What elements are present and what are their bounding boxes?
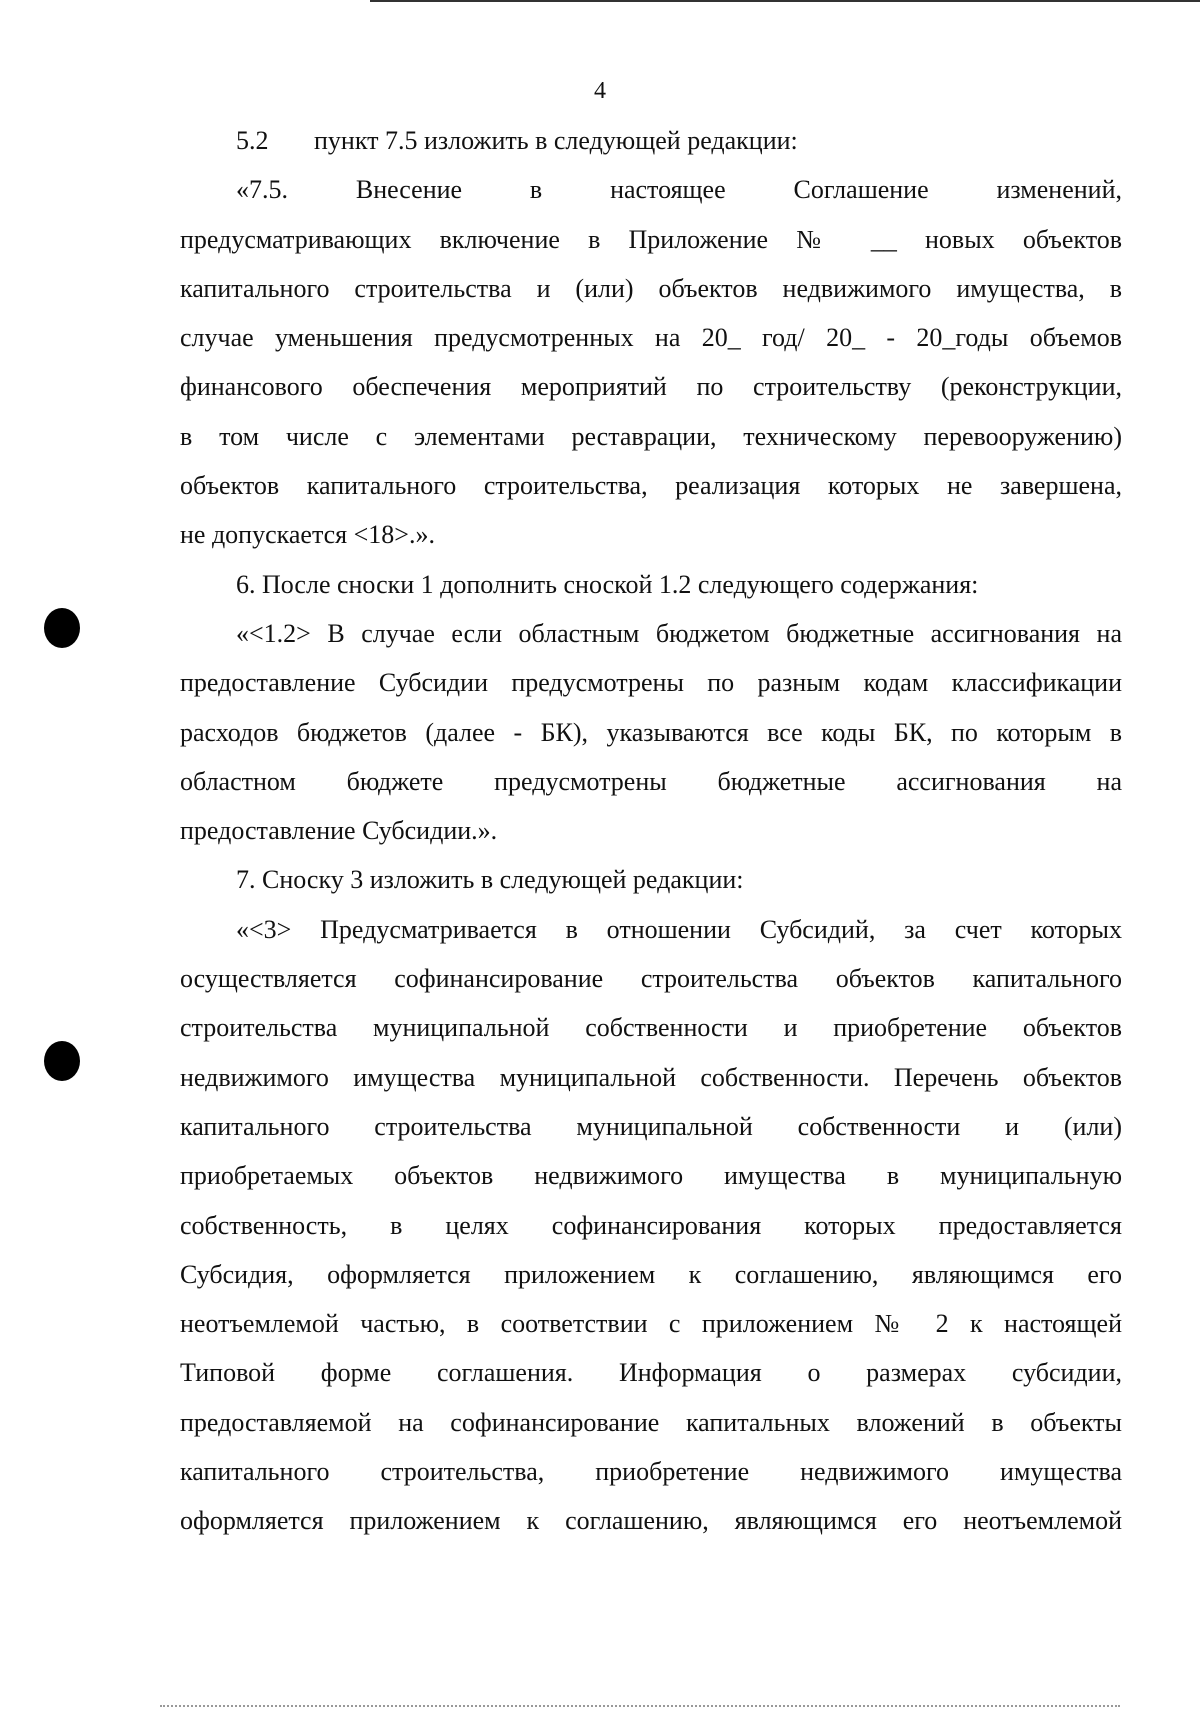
paragraph-line: расходов бюджетов (далее - БК), указываются все коды БК, по которым в (180, 717, 1122, 747)
paragraph-line: оформляется приложением к соглашению, являющимся его неотъемлемой (180, 1506, 1122, 1536)
paragraph-line: случае уменьшения предусмотренных на 20_ год/ 20_ - 20_годы объемов (180, 323, 1122, 353)
paragraph-line: объектов капитального строительства, реализация которых не завершена, (180, 471, 1122, 501)
paragraph-line: предоставление Субсидии.». (180, 816, 498, 846)
paragraph-line: «7.5. Внесение в настоящее Соглашение изменений, (236, 175, 1122, 205)
paragraph-line: «<1.2> В случае если областным бюджетом бюджетные ассигнования на (236, 618, 1122, 648)
paragraph-line: приобретаемых объектов недвижимого имущества в муниципальную (180, 1161, 1122, 1191)
paragraph-line: 5.2 пункт 7.5 изложить в следующей редакции: (236, 126, 798, 155)
paragraph-line: осуществляется софинансирование строительства объектов капитального (180, 964, 1122, 994)
paragraph-line: 6. После сноски 1 дополнить сноской 1.2 следующего содержания: (236, 569, 979, 599)
paragraph-line: строительства муниципальной собственности и приобретение объектов (180, 1013, 1122, 1043)
paragraph-line: финансового обеспечения мероприятий по строительству (реконструкции, (180, 372, 1122, 402)
paragraph-line: капитального строительства, приобретение недвижимого имущества (180, 1457, 1122, 1487)
punch-hole-mark (44, 1041, 80, 1081)
paragraph-line: предоставление Субсидии предусмотрены по разным кодам классификации (180, 668, 1122, 698)
paragraph-line: предоставляемой на софинансирование капитальных вложений в объекты (180, 1407, 1122, 1437)
paragraph-line: неотъемлемой частью, в соответствии с приложением № 2 к настоящей (180, 1309, 1122, 1339)
page-number: 4 (594, 78, 606, 104)
paragraph-line: капитального строительства муниципальной собственности и (или) (180, 1111, 1122, 1141)
paragraph-line: 7. Сноску 3 изложить в следующей редакции: (236, 865, 744, 895)
paragraph-line: капитального строительства и (или) объектов недвижимого имущества, в (180, 273, 1122, 303)
paragraph-line: не допускается <18>.». (180, 520, 435, 550)
paragraph-line: Субсидия, оформляется приложением к соглашению, являющимся его (180, 1259, 1122, 1289)
paragraph-line: в том числе с элементами реставрации, техническому перевооружению) (180, 421, 1122, 451)
paragraph-line: недвижимого имущества муниципальной собственности. Перечень объектов (180, 1062, 1122, 1092)
paragraph-line: «<3> Предусматривается в отношении Субсидий, за счет которых (236, 914, 1122, 944)
punch-hole-mark (44, 608, 80, 648)
document-body (180, 116, 1122, 1546)
paragraph-line: собственность, в целях софинансирования которых предоставляется (180, 1210, 1122, 1240)
paragraph-line: Типовой форме соглашения. Информация о размерах субсидии, (180, 1358, 1122, 1388)
paragraph-line: предусматривающих включение в Приложение № __ новых объектов (180, 224, 1122, 254)
paragraph-line: областном бюджете предусмотрены бюджетные ассигнования на (180, 766, 1122, 796)
top-edge-rule (370, 0, 1200, 2)
bottom-edge-artifact (160, 1705, 1120, 1709)
